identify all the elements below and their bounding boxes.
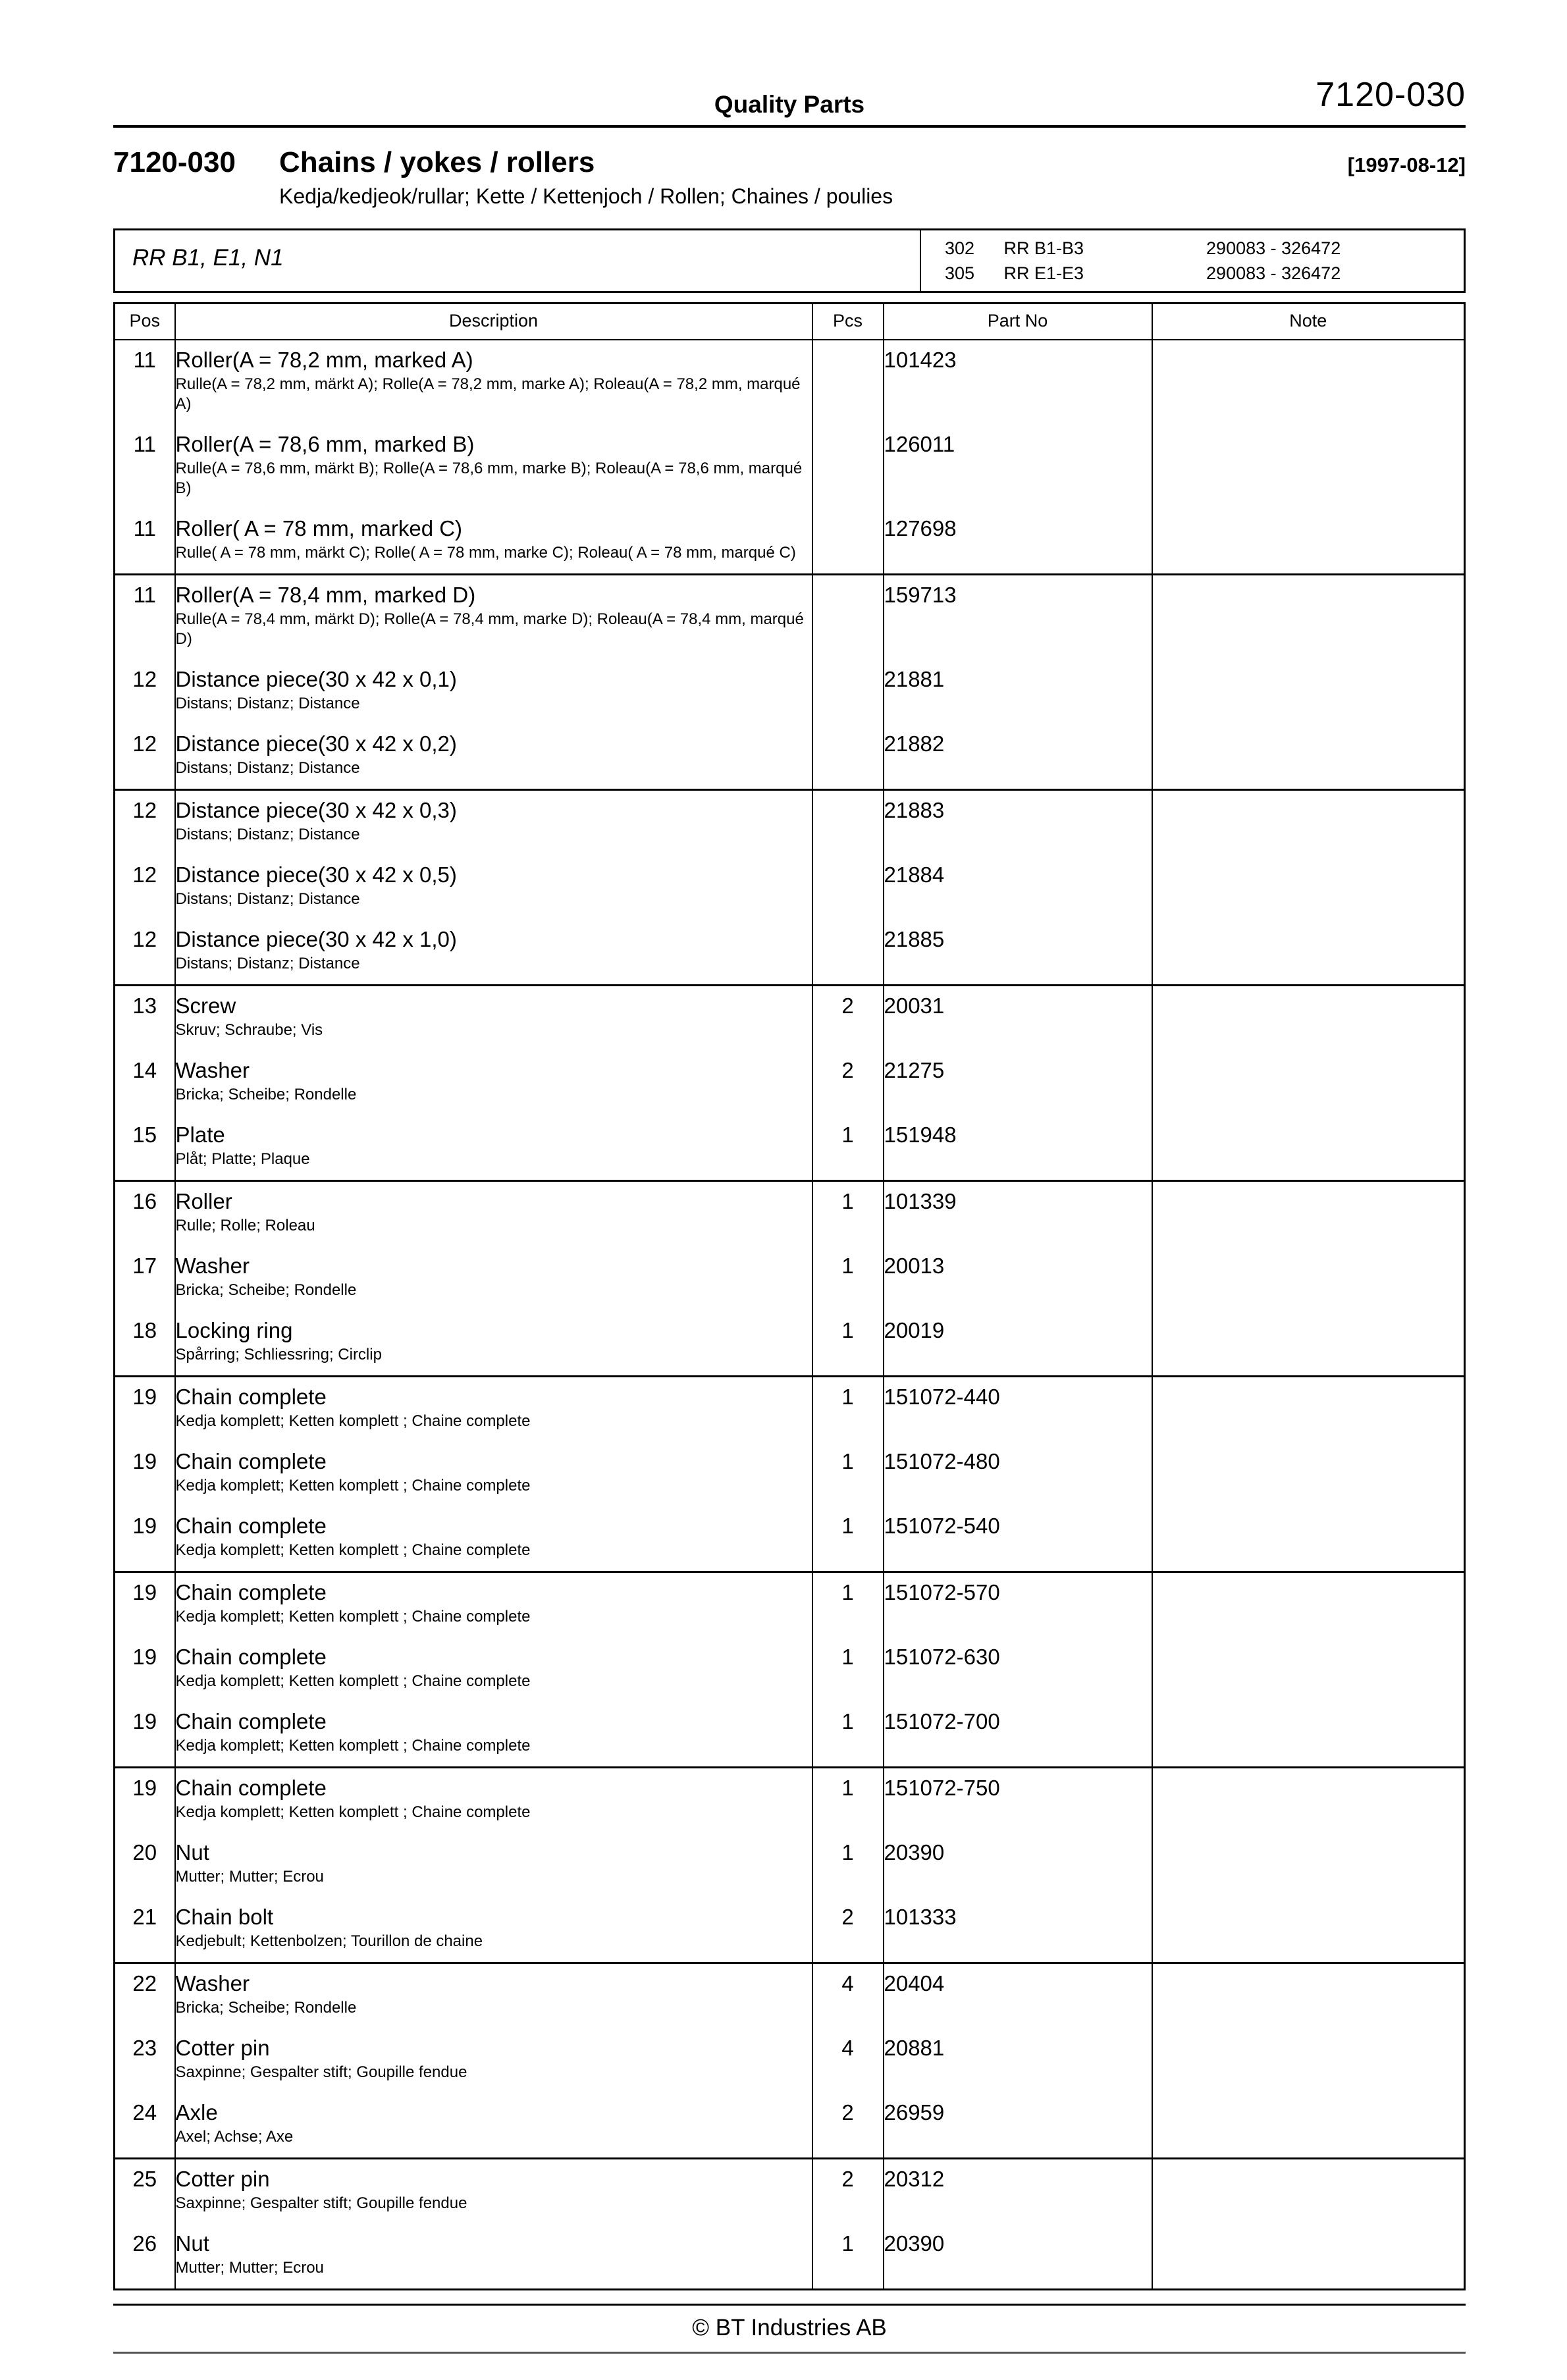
description-text: Distance piece(30 x 42 x 1,0): [175, 927, 457, 951]
description-translations: Spårring; Schliessring; Circlip: [175, 1346, 382, 1363]
pos-cell: 12: [115, 724, 175, 790]
parts-table: [113, 302, 1466, 2290]
doc-number-top-right: 7120-030: [1315, 76, 1466, 114]
pcs-cell: 1: [812, 2224, 884, 2290]
variant-serial-range: 290083 - 326472: [1206, 238, 1341, 258]
description-text: Cotter pin: [175, 2167, 270, 2191]
pcs-cell: 1: [812, 1442, 884, 1506]
note-cell: [1152, 1246, 1465, 1311]
pcs-cell: 1: [812, 1637, 884, 1702]
note-cell: [1152, 986, 1465, 1051]
description-translations: Mutter; Mutter; Ecrou: [175, 2259, 324, 2277]
pos-cell: 18: [115, 1311, 175, 1377]
description-translations: Kedja komplett; Ketten komplett ; Chaine complete: [175, 1672, 531, 1690]
table-row: [115, 1051, 1465, 1115]
pos-cell: 20: [132, 1840, 157, 1864]
description-text: Chain complete: [175, 1580, 327, 1604]
pos-cell: 11: [133, 432, 156, 456]
pos-cell: 13: [132, 993, 157, 1018]
variant-range: RR B1-B3: [1003, 238, 1084, 258]
table-row: [115, 2093, 1465, 2159]
table-row: [115, 1377, 1465, 1442]
note-cell: [1152, 920, 1465, 986]
column-header-note: Note: [1152, 304, 1465, 340]
description-cell: [175, 1637, 812, 1702]
part-no-cell: 151072-540: [884, 1506, 1152, 1572]
part-no-cell: 20019: [884, 1311, 1152, 1377]
description-text: Chain complete: [175, 1645, 327, 1669]
pos-cell: 21: [115, 1897, 175, 1963]
description-cell: [175, 920, 812, 986]
pcs-cell: 2: [812, 986, 884, 1051]
table-row: [115, 425, 1465, 509]
model-name: RR B1, E1, N1: [132, 245, 284, 271]
description-translations: Rulle(A = 78,2 mm, märkt A); Rolle(A = 78,2 mm, marke A); Roleau(A = 78,2 mm, marqué A): [175, 375, 801, 413]
description-text: Chain complete: [175, 1449, 327, 1473]
column-header-part-no: Part No: [884, 304, 1152, 340]
part-no-cell: 20013: [884, 1246, 1152, 1311]
pcs-cell: [812, 920, 884, 986]
pcs-cell: 1: [812, 1506, 884, 1572]
part-no-cell: 127698: [884, 509, 1152, 575]
description-text: Chain complete: [175, 1514, 327, 1538]
description-translations: Kedja komplett; Ketten komplett ; Chaine complete: [175, 1541, 531, 1559]
pcs-cell: 2: [812, 1051, 884, 1115]
pcs-cell: 1: [812, 1115, 884, 1181]
part-no-cell: 26959: [884, 2093, 1152, 2159]
description-cell: [175, 986, 812, 1051]
table-row: [115, 1311, 1465, 1377]
description-translations: Bricka; Scheibe; Rondelle: [175, 1281, 357, 1299]
description-translations: Distans; Distanz; Distance: [175, 695, 360, 712]
parts-table-header: [115, 304, 1465, 340]
pos-cell: 22: [132, 1971, 157, 1996]
description-translations: Kedja komplett; Ketten komplett ; Chaine complete: [175, 1608, 531, 1626]
note-cell: [1152, 1768, 1465, 1834]
pos-cell: 19: [115, 1702, 175, 1768]
description-cell: [175, 1246, 812, 1311]
description-text: Locking ring: [175, 1318, 293, 1342]
column-header-pcs: Pcs: [812, 304, 884, 340]
table-row: [115, 1702, 1465, 1768]
part-no-cell: 151072-700: [884, 1702, 1152, 1768]
pcs-cell: [812, 855, 884, 920]
part-no-cell: 151072-440: [884, 1377, 1152, 1442]
pos-cell: 17: [132, 1254, 157, 1278]
table-row: [115, 855, 1465, 920]
pcs-cell: 4: [812, 2028, 884, 2093]
variant-row: [945, 236, 1464, 261]
description-text: Plate: [175, 1123, 225, 1147]
page-title: Chains / yokes / rollers: [279, 146, 595, 178]
pos-cell: 23: [132, 2036, 157, 2060]
table-row: [115, 724, 1465, 790]
table-row: [115, 509, 1465, 575]
table-row: [115, 1181, 1465, 1247]
note-cell: [1152, 724, 1465, 790]
table-row: [115, 575, 1465, 660]
note-cell: [1152, 1833, 1465, 1897]
table-row: [115, 2224, 1465, 2290]
description-text: Roller( A = 78 mm, marked C): [175, 516, 463, 541]
pos-cell: 12: [115, 920, 175, 986]
pcs-cell: 1: [812, 1833, 884, 1897]
description-cell: [175, 1115, 812, 1181]
note-cell: [1152, 790, 1465, 856]
description-cell: [175, 855, 812, 920]
note-cell: [1152, 1377, 1465, 1442]
pos-cell: 14: [132, 1058, 157, 1082]
description-cell: [175, 1702, 812, 1768]
description-text: Roller(A = 78,6 mm, marked B): [175, 432, 475, 456]
part-no-cell: 20312: [884, 2159, 1152, 2225]
description-translations: Axel; Achse; Axe: [175, 2128, 294, 2146]
description-cell: [175, 1442, 812, 1506]
pos-cell: 19: [132, 1776, 157, 1800]
table-row: [115, 1637, 1465, 1702]
description-translations: Kedja komplett; Ketten komplett ; Chaine complete: [175, 1737, 531, 1755]
pos-cell: 19: [132, 1645, 157, 1669]
description-translations: Distans; Distanz; Distance: [175, 826, 360, 843]
table-row: [115, 1833, 1465, 1897]
description-text: Axle: [175, 2100, 218, 2125]
description-translations: Rulle; Rolle; Roleau: [175, 1217, 315, 1234]
description-text: Washer: [175, 1254, 250, 1278]
pos-cell: 25: [132, 2167, 157, 2191]
revision-date: [1997-08-12]: [1347, 153, 1466, 176]
note-cell: [1152, 1506, 1465, 1572]
description-cell: [175, 1963, 812, 2029]
table-row: [115, 1246, 1465, 1311]
description-translations: Rulle(A = 78,6 mm, märkt B); Rolle(A = 78,6 mm, marke B); Roleau(A = 78,6 mm, marqué B): [175, 460, 803, 497]
table-row: [115, 2159, 1465, 2225]
description-text: Distance piece(30 x 42 x 0,5): [175, 862, 457, 887]
variant-row: [945, 261, 1464, 286]
pcs-cell: [812, 509, 884, 575]
description-cell: [175, 724, 812, 790]
description-cell: [175, 1833, 812, 1897]
description-text: Distance piece(30 x 42 x 0,2): [175, 731, 457, 756]
part-no-cell: 151948: [884, 1115, 1152, 1181]
description-translations: Kedja komplett; Ketten komplett ; Chaine complete: [175, 1412, 531, 1430]
pos-cell: 15: [115, 1115, 175, 1181]
pcs-cell: [812, 724, 884, 790]
part-no-cell: 21882: [884, 724, 1152, 790]
part-no-cell: 21885: [884, 920, 1152, 986]
part-no-cell: 20390: [884, 1833, 1152, 1897]
note-cell: [1152, 509, 1465, 575]
pos-cell: 11: [115, 509, 175, 575]
note-cell: [1152, 2159, 1465, 2225]
column-header-pos: Pos: [115, 304, 175, 340]
pcs-cell: 1: [812, 1572, 884, 1638]
part-no-cell: 101333: [884, 1897, 1152, 1963]
parts-table-body: [115, 340, 1465, 2290]
note-cell: [1152, 425, 1465, 509]
part-no-cell: 20881: [884, 2028, 1152, 2093]
description-translations: Plåt; Platte; Plaque: [175, 1150, 310, 1168]
table-row: [115, 1442, 1465, 1506]
note-cell: [1152, 1115, 1465, 1181]
part-no-cell: 20031: [884, 986, 1152, 1051]
table-row: [115, 1768, 1465, 1834]
description-cell: [175, 2093, 812, 2159]
pos-cell: 19: [132, 1449, 157, 1473]
description-translations: Bricka; Scheibe; Rondelle: [175, 1086, 357, 1103]
table-row: [115, 660, 1465, 724]
part-no-cell: 21884: [884, 855, 1152, 920]
pos-cell: 19: [132, 1385, 157, 1409]
pcs-cell: [812, 790, 884, 856]
page-footer: [113, 2304, 1466, 2354]
pos-cell: 19: [115, 1506, 175, 1572]
pcs-cell: 1: [812, 1377, 884, 1442]
description-text: Chain complete: [175, 1385, 327, 1409]
table-row: [115, 1963, 1465, 2029]
note-cell: [1152, 855, 1465, 920]
pcs-cell: [812, 340, 884, 425]
description-text: Nut: [175, 2231, 209, 2256]
note-cell: [1152, 660, 1465, 724]
part-no-cell: 101339: [884, 1181, 1152, 1247]
description-cell: [175, 1572, 812, 1638]
part-no-cell: 21883: [884, 790, 1152, 856]
description-text: Chain complete: [175, 1776, 327, 1800]
pcs-cell: 1: [812, 1246, 884, 1311]
description-translations: Skruv; Schraube; Vis: [175, 1021, 323, 1039]
description-cell: [175, 509, 812, 575]
description-cell: [175, 1506, 812, 1572]
description-cell: [175, 425, 812, 509]
table-row: [115, 920, 1465, 986]
note-cell: [1152, 1051, 1465, 1115]
description-text: Screw: [175, 993, 236, 1018]
column-header-row: [115, 304, 1465, 340]
part-no-cell: 21881: [884, 660, 1152, 724]
description-cell: [175, 790, 812, 856]
variant-range: RR E1-E3: [1003, 263, 1084, 283]
description-translations: Rulle(A = 78,4 mm, märkt D); Rolle(A = 78,4 mm, marke D); Roleau(A = 78,4 mm, marqué D): [175, 610, 804, 648]
table-row: [115, 986, 1465, 1051]
description-text: Nut: [175, 1840, 209, 1864]
note-cell: [1152, 1963, 1465, 2029]
variant-code: 302: [945, 238, 975, 258]
description-cell: [175, 340, 812, 425]
title-doc-code: 7120-030: [113, 146, 236, 178]
part-no-cell: 20390: [884, 2224, 1152, 2290]
part-no-cell: 151072-630: [884, 1637, 1152, 1702]
part-no-cell: 126011: [884, 425, 1152, 509]
table-row: [115, 1115, 1465, 1181]
title-row: [113, 146, 1466, 179]
description-cell: [175, 1768, 812, 1834]
description-text: Chain complete: [175, 1709, 327, 1733]
pos-cell: 16: [132, 1189, 157, 1213]
pcs-cell: 2: [812, 2159, 884, 2225]
description-cell: [175, 660, 812, 724]
part-no-cell: 151072-570: [884, 1572, 1152, 1638]
table-row: [115, 790, 1465, 856]
pcs-cell: [812, 425, 884, 509]
description-text: Cotter pin: [175, 2036, 270, 2060]
part-no-cell: 20404: [884, 1963, 1152, 2029]
description-translations: Distans; Distanz; Distance: [175, 759, 360, 777]
description-text: Chain bolt: [175, 1905, 274, 1929]
description-cell: [175, 1897, 812, 1963]
note-cell: [1152, 2224, 1465, 2290]
model-header-box: [113, 228, 1466, 293]
model-variants: [920, 230, 1464, 291]
note-cell: [1152, 1572, 1465, 1638]
description-cell: [175, 2224, 812, 2290]
pcs-cell: 1: [812, 1311, 884, 1377]
part-no-cell: 101423: [884, 340, 1152, 425]
note-cell: [1152, 1311, 1465, 1377]
note-cell: [1152, 2093, 1465, 2159]
description-cell: [175, 2159, 812, 2225]
pcs-cell: 1: [812, 1702, 884, 1768]
description-translations: Distans; Distanz; Distance: [175, 955, 360, 972]
pcs-cell: [812, 660, 884, 724]
page-subtitle-translations: Kedja/kedjeok/rullar; Kette / Kettenjoch / Rollen; Chaines / poulies: [279, 184, 893, 208]
note-cell: [1152, 1897, 1465, 1963]
pos-cell: 11: [133, 348, 156, 372]
description-translations: Saxpinne; Gespalter stift; Goupille fendue: [175, 2194, 467, 2212]
description-text: Distance piece(30 x 42 x 0,1): [175, 667, 457, 691]
note-cell: [1152, 1442, 1465, 1506]
pos-cell: 12: [132, 798, 157, 822]
table-row: [115, 2028, 1465, 2093]
pcs-cell: 1: [812, 1768, 884, 1834]
description-text: Distance piece(30 x 42 x 0,3): [175, 798, 457, 822]
part-no-cell: 151072-480: [884, 1442, 1152, 1506]
table-row: [115, 1897, 1465, 1963]
page-header: [113, 58, 1466, 128]
description-translations: Kedja komplett; Ketten komplett ; Chaine complete: [175, 1803, 531, 1821]
description-text: Roller: [175, 1189, 232, 1213]
variant-code: 305: [945, 263, 975, 283]
pcs-cell: 2: [812, 1897, 884, 1963]
description-translations: Saxpinne; Gespalter stift; Goupille fendue: [175, 2063, 467, 2081]
note-cell: [1152, 1181, 1465, 1247]
pos-cell: 12: [132, 667, 157, 691]
table-row: [115, 1572, 1465, 1638]
description-cell: [175, 2028, 812, 2093]
description-translations: Bricka; Scheibe; Rondelle: [175, 1999, 357, 2017]
table-row: [115, 340, 1465, 425]
note-cell: [1152, 340, 1465, 425]
description-translations: Kedja komplett; Ketten komplett ; Chaine complete: [175, 1477, 531, 1494]
description-cell: [175, 1377, 812, 1442]
note-cell: [1152, 1702, 1465, 1768]
description-cell: [175, 1051, 812, 1115]
description-cell: [175, 1311, 812, 1377]
part-no-cell: 21275: [884, 1051, 1152, 1115]
description-cell: [175, 1181, 812, 1247]
description-translations: Distans; Distanz; Distance: [175, 890, 360, 908]
quality-parts-label: Quality Parts: [714, 91, 865, 118]
table-row: [115, 1506, 1465, 1572]
description-text: Roller(A = 78,2 mm, marked A): [175, 348, 473, 372]
pos-cell: 11: [133, 583, 156, 607]
description-translations: Kedjebult; Kettenbolzen; Tourillon de chaine: [175, 1932, 483, 1950]
description-text: Roller(A = 78,4 mm, marked D): [175, 583, 476, 607]
note-cell: [1152, 1637, 1465, 1702]
pcs-cell: 4: [812, 1963, 884, 2029]
description-translations: Mutter; Mutter; Ecrou: [175, 1868, 324, 1886]
pcs-cell: 1: [812, 1181, 884, 1247]
part-no-cell: 151072-750: [884, 1768, 1152, 1834]
pcs-cell: [812, 575, 884, 660]
description-text: Washer: [175, 1971, 250, 1996]
pos-cell: 12: [132, 862, 157, 887]
variant-serial-range: 290083 - 326472: [1206, 263, 1341, 283]
copyright-text: © BT Industries AB: [692, 2315, 887, 2340]
pos-cell: 26: [132, 2231, 157, 2256]
pos-cell: 24: [115, 2093, 175, 2159]
column-header-description: Description: [175, 304, 812, 340]
note-cell: [1152, 575, 1465, 660]
description-translations: Rulle( A = 78 mm, märkt C); Rolle( A = 78 mm, marke C); Roleau( A = 78 mm, marqué C): [175, 544, 796, 562]
pos-cell: 19: [132, 1580, 157, 1604]
pcs-cell: 2: [812, 2093, 884, 2159]
part-no-cell: 159713: [884, 575, 1152, 660]
description-text: Washer: [175, 1058, 250, 1082]
note-cell: [1152, 2028, 1465, 2093]
description-cell: [175, 575, 812, 660]
